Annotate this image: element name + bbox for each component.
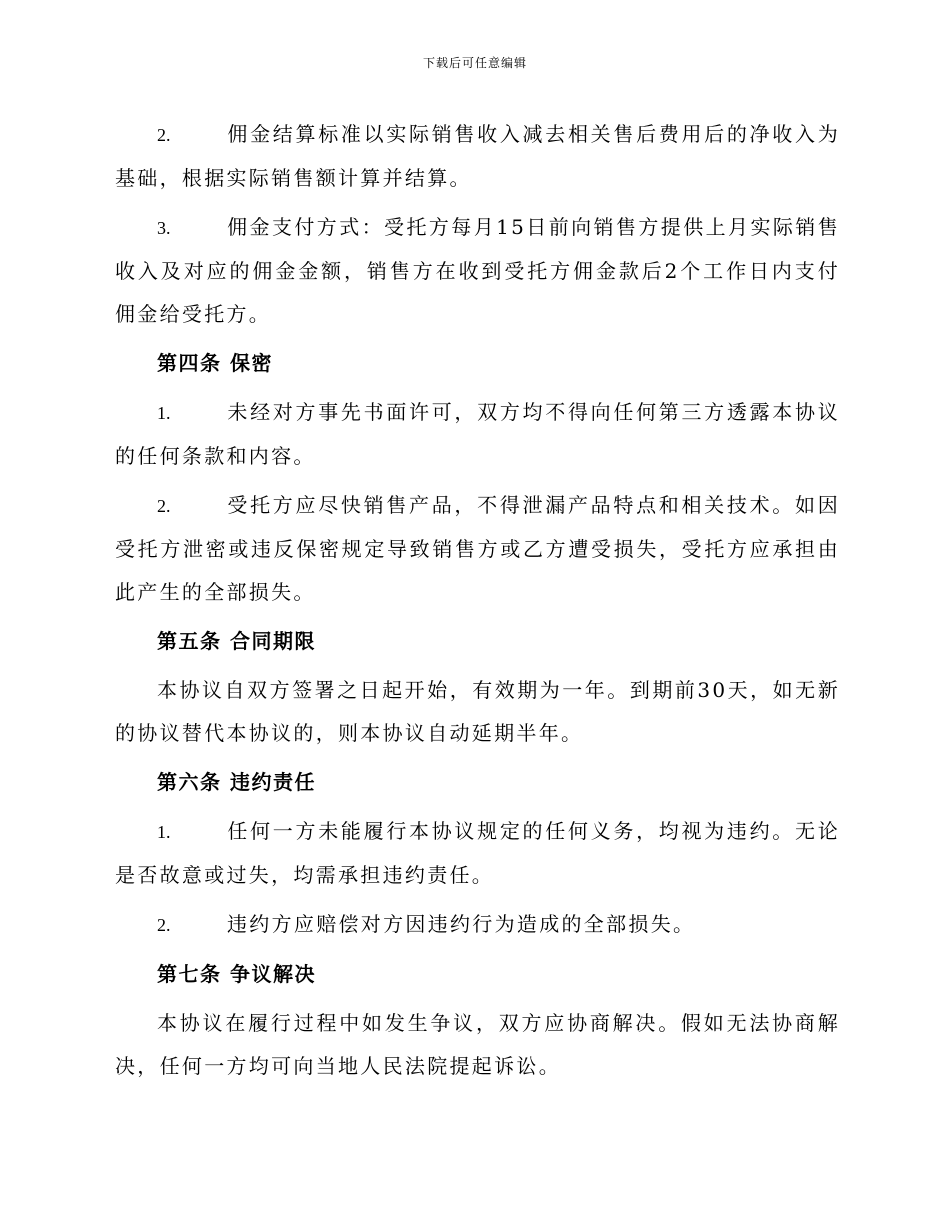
clause-7-paragraph: 本协议在履行过程中如发生争议，双方应协商解决。假如无法协商解决，任何一方均可向当地人民法院提起诉讼。 xyxy=(115,1011,840,1078)
item-text: 未经对方事先书面许可，双方均不得向任何第三方透露本协议的任何条款和内容。 xyxy=(115,400,840,468)
clause-3-item-2 xyxy=(115,113,840,200)
item-text: 受托方应尽快销售产品，不得泄漏产品特点和相关技术。如因受托方泄密或违反保密规定导致销售方或乙方遭受损失，受托方应承担由此产生的全部损失。 xyxy=(115,493,840,604)
item-text: 佣金支付方式：受托方每月15日前向销售方提供上月实际销售收入及对应的佣金金额，销售方在收到受托方佣金款后2个工作日内支付佣金给受托方。 xyxy=(115,215,840,326)
section-heading-article-7: 第七条 争议解决 xyxy=(157,962,316,986)
clause-4-item-1 xyxy=(115,391,840,478)
clause-5-paragraph: 本协议自双方签署之日起开始，有效期为一年。到期前30天，如无新的协议替代本协议的，则本协议自动延期半年。 xyxy=(115,678,840,745)
item-number: 1. xyxy=(157,822,171,842)
clause-6-item-2 xyxy=(115,903,840,947)
document-body xyxy=(115,113,840,1094)
item-text: 任何一方未能履行本协议规定的任何义务，均视为违约。无论是否故意或过失，均需承担违约责任。 xyxy=(115,819,840,887)
item-number: 2. xyxy=(157,496,171,516)
section-heading-article-6: 第六条 违约责任 xyxy=(157,770,316,794)
page-header: 下载后可任意编辑 xyxy=(422,56,527,70)
clause-4-item-2 xyxy=(115,484,840,614)
clause-3-item-3 xyxy=(115,206,840,336)
item-number: 3. xyxy=(157,218,171,238)
item-text: 佣金结算标准以实际销售收入减去相关售后费用后的净收入为基础，根据实际销售额计算并结算。 xyxy=(115,122,840,190)
item-number: 1. xyxy=(157,403,171,423)
section-heading-article-4: 第四条 保密 xyxy=(157,351,273,375)
clause-6-item-1 xyxy=(115,810,840,897)
item-number: 2. xyxy=(157,915,171,935)
item-number: 2. xyxy=(157,125,171,145)
item-text: 违约方应赔偿对方因违约行为造成的全部损失。 xyxy=(227,912,696,936)
section-heading-article-5: 第五条 合同期限 xyxy=(157,629,316,653)
